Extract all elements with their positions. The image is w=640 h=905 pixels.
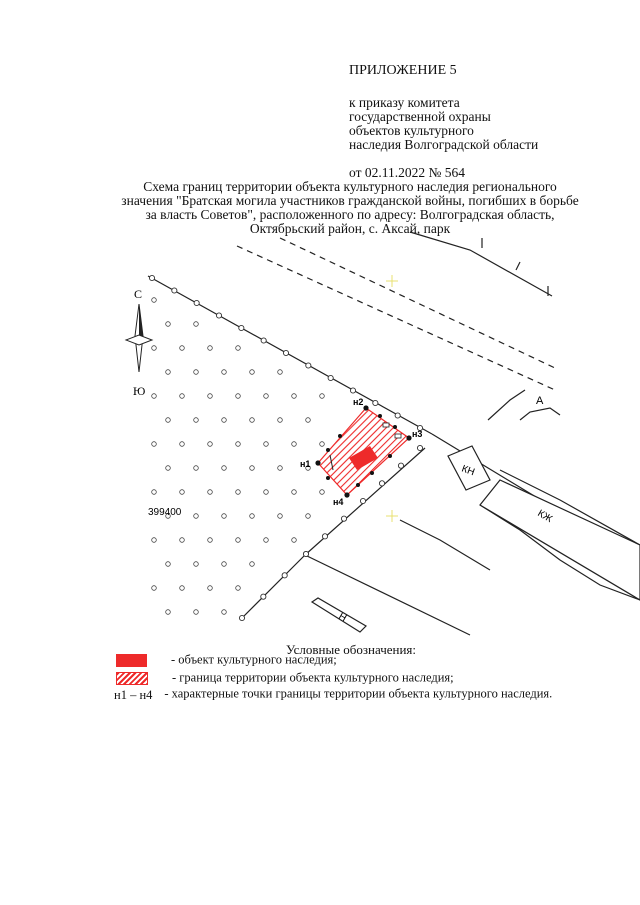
tree-marker <box>292 394 297 399</box>
building-n <box>312 598 366 632</box>
tree-marker <box>152 490 157 495</box>
road-marker <box>282 573 287 578</box>
building-label-kn: КН <box>459 463 476 479</box>
tree-marker <box>250 418 255 423</box>
road-label-a: А <box>536 395 544 407</box>
tree-marker <box>166 370 171 375</box>
compass-north-label: С <box>134 287 143 301</box>
building-kzh <box>480 480 640 600</box>
tree-marker <box>180 442 185 447</box>
tree-marker <box>264 490 269 495</box>
tree-marker <box>278 466 283 471</box>
park-tree-markers <box>152 298 325 615</box>
tree-marker <box>292 538 297 543</box>
tree-marker <box>250 466 255 471</box>
tree-marker <box>222 418 227 423</box>
tree-marker <box>208 538 213 543</box>
legend-title: Условные обозначения: <box>286 642 417 657</box>
tree-marker <box>306 514 311 519</box>
road-marker <box>341 516 346 521</box>
tree-marker <box>222 562 227 567</box>
road-marker <box>149 275 154 280</box>
point-label-n1: н1 <box>300 459 311 469</box>
tree-marker <box>264 394 269 399</box>
tree-marker <box>166 562 171 567</box>
road-marker <box>261 594 266 599</box>
order-line: к приказу комитета <box>349 95 460 110</box>
tree-marker <box>208 586 213 591</box>
order-line: наследия Волгоградской области <box>349 137 539 152</box>
tree-marker <box>208 490 213 495</box>
tree-marker <box>292 490 297 495</box>
tree-marker <box>320 394 325 399</box>
tree-marker <box>180 346 185 351</box>
tree-marker <box>222 370 227 375</box>
tree-marker <box>180 586 185 591</box>
tree-marker <box>320 490 325 495</box>
grid-crosses <box>386 275 398 522</box>
building-label-n: Н <box>336 611 349 625</box>
tree-marker <box>194 418 199 423</box>
tree-marker <box>278 418 283 423</box>
building-label-kzh: КЖ <box>535 508 555 526</box>
legend-symbol-object <box>116 654 147 667</box>
tree-marker <box>278 514 283 519</box>
appendix-header <box>349 64 538 180</box>
tree-marker <box>194 370 199 375</box>
road-marker <box>350 388 355 393</box>
tree-marker <box>152 346 157 351</box>
tree-marker <box>152 298 157 303</box>
boundary-map <box>0 230 640 640</box>
caption-line: значения "Братская могила участников гражданской войны, погибших в борьбе <box>121 193 579 208</box>
tree-marker <box>306 418 311 423</box>
legend-item-boundary <box>116 670 454 686</box>
tree-marker <box>194 322 199 327</box>
tree-marker <box>166 322 171 327</box>
road-marker <box>239 615 244 620</box>
point-label-n4: н4 <box>333 497 344 507</box>
tree-marker <box>180 490 185 495</box>
tree-marker <box>264 442 269 447</box>
tree-marker <box>194 610 199 615</box>
tree-marker <box>250 514 255 519</box>
road-marker <box>379 481 384 486</box>
caption-line: Схема границ территории объекта культурного наследия регионального <box>143 179 557 194</box>
tree-marker <box>236 346 241 351</box>
tree-marker <box>222 514 227 519</box>
legend-item-object <box>116 652 337 668</box>
road-marker <box>322 534 327 539</box>
compass-south-label: Ю <box>133 384 146 398</box>
legend-text: - характерные точки границы территории объекта культурного наследия. <box>164 686 553 701</box>
scheme-caption <box>40 180 640 236</box>
order-line: государственной охраны <box>349 109 491 124</box>
tree-marker <box>194 514 199 519</box>
appendix-title: ПРИЛОЖЕНИЕ 5 <box>349 63 457 78</box>
tree-marker <box>236 442 241 447</box>
tree-marker <box>152 586 157 591</box>
legend-symbol-boundary <box>116 672 148 685</box>
tree-marker <box>208 394 213 399</box>
tree-marker <box>166 610 171 615</box>
road-marker <box>398 463 403 468</box>
tree-marker <box>208 442 213 447</box>
tree-marker <box>180 538 185 543</box>
road-marker <box>306 363 311 368</box>
tree-marker <box>236 538 241 543</box>
tree-marker <box>278 370 283 375</box>
caption-line: Октябрьский район, с. Аксай, парк <box>249 221 451 236</box>
tree-marker <box>194 466 199 471</box>
tree-marker <box>152 538 157 543</box>
road-marker <box>283 350 288 355</box>
road-marker <box>239 325 244 330</box>
caption-line: за власть Советов", расположенного по адресу: Волгоградская область, <box>145 207 555 222</box>
road-marker <box>373 400 378 405</box>
tree-marker <box>320 442 325 447</box>
road-marker <box>303 551 308 556</box>
tree-marker <box>222 610 227 615</box>
tree-marker <box>194 562 199 567</box>
north-arrow <box>126 287 152 398</box>
tree-marker <box>222 466 227 471</box>
road-marker <box>194 300 199 305</box>
road-marker <box>216 313 221 318</box>
tree-marker <box>208 346 213 351</box>
road-marker <box>417 445 422 450</box>
tree-marker <box>236 586 241 591</box>
legend-symbol-points: н1 – н4 <box>114 687 153 702</box>
road-marker <box>328 375 333 380</box>
legend-item-points <box>114 686 552 702</box>
tree-marker <box>236 394 241 399</box>
building-kn <box>448 446 490 490</box>
tree-marker <box>250 562 255 567</box>
grid-coordinate-label: 399400 <box>148 507 182 518</box>
point-label-n3: н3 <box>412 429 423 439</box>
road-marker <box>172 288 177 293</box>
point-label-n2: н2 <box>353 397 364 407</box>
road-marker <box>261 338 266 343</box>
order-date: от 02.11.2022 № 564 <box>349 165 465 180</box>
tree-marker <box>236 490 241 495</box>
legend-text: - объект культурного наследия; <box>171 652 337 667</box>
tree-marker <box>152 394 157 399</box>
tree-marker <box>166 418 171 423</box>
tree-marker <box>180 394 185 399</box>
tree-marker <box>152 442 157 447</box>
legend-text: - граница территории объекта культурного наследия; <box>172 670 454 685</box>
order-line: объектов культурного <box>349 123 474 138</box>
heritage-territory <box>318 408 409 495</box>
tree-marker <box>264 538 269 543</box>
tree-marker <box>292 442 297 447</box>
road-marker <box>360 498 365 503</box>
tree-marker <box>166 466 171 471</box>
tree-marker <box>250 370 255 375</box>
road-marker <box>395 413 400 418</box>
